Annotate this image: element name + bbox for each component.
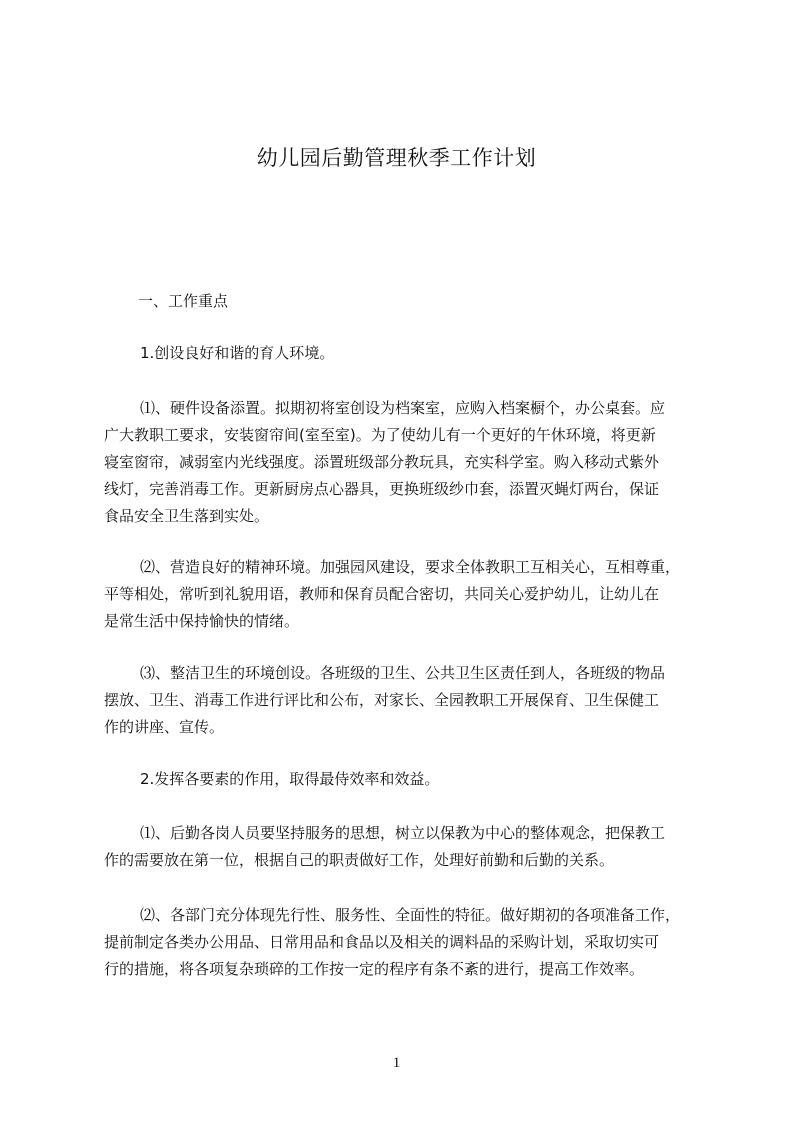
paragraph-line: 作的讲座、宣传。 [104,718,225,736]
paragraph-hardware [104,395,716,530]
paragraph-line: 平等相处，常听到礼貌用语，教师和保育员配合密切，共同关心爱护幼儿，让幼儿在 [104,585,660,603]
paragraph-departments [104,902,716,983]
paragraph-line: 寝室窗帘，减弱室内光线强度。添置班级部分教玩具，充实科学室。购入移动式紫外 [104,453,660,471]
section-heading: 一、工作重点 [138,292,229,310]
paragraph-hygiene [104,660,716,741]
document-title: 幼儿园后勤管理秋季工作计划 [256,146,537,170]
paragraph-line: 食品安全卫生落到实处。 [104,507,270,525]
paragraph-line: ⑵、各部门充分体现先行性、服务性、全面性的特征。做好期初的各项准备工作， [140,906,681,924]
paragraph-line: 线灯，完善消毒工作。更新厨房点心器具，更换班级纱巾套，添置灭蝇灯两台，保证 [104,480,660,498]
paragraph-line: 广大教职工要求，安装窗帘间(室至室)。为了使幼儿有一个更好的午休环境，将更新 [104,426,656,444]
page-number: 1 [392,1055,401,1071]
paragraph-line: 作的需要放在第一位，根据自己的职责做好工作，处理好前勤和后勤的关系。 [104,851,615,869]
paragraph-line: ⑴、后勤各岗人员要坚持服务的思想，树立以保教为中心的整体观念，把保教工 [140,824,666,842]
paragraph-line: ⑶、整洁卫生的环境创设。各班级的卫生、公共卫生区责任到人，各班级的物品 [140,664,666,682]
item-heading-2: 2.发挥各要素的作用，取得最侍效率和效益。 [140,770,440,788]
paragraph-line: 提前制定各类办公用品、日常用品和食品以及相关的调料品的采购计划，采取切实可 [104,933,660,951]
paragraph-line: ⑴、硬件设备添置。拟期初将室创设为档案室，应购入档案橱个，办公桌套。应 [140,399,666,417]
paragraph-line: 摆放、卫生、消毒工作进行评比和公布，对家长、全园教职工开展保育、卫生保健工 [104,691,660,709]
paragraph-spirit [104,554,716,635]
paragraph-line: 行的措施，将各项复杂琐碎的工作按一定的程序有条不紊的进行，提高工作效率。 [104,960,645,978]
item-heading-1: 1.创设良好和谐的育人环境。 [140,344,335,362]
paragraph-line: ⑵、营造良好的精神环境。加强园风建设，要求全体教职工互相关心，互相尊重， [140,558,681,576]
paragraph-line: 是常生活中保持愉快的情绪。 [104,612,300,630]
paragraph-logistics-staff [104,820,716,874]
